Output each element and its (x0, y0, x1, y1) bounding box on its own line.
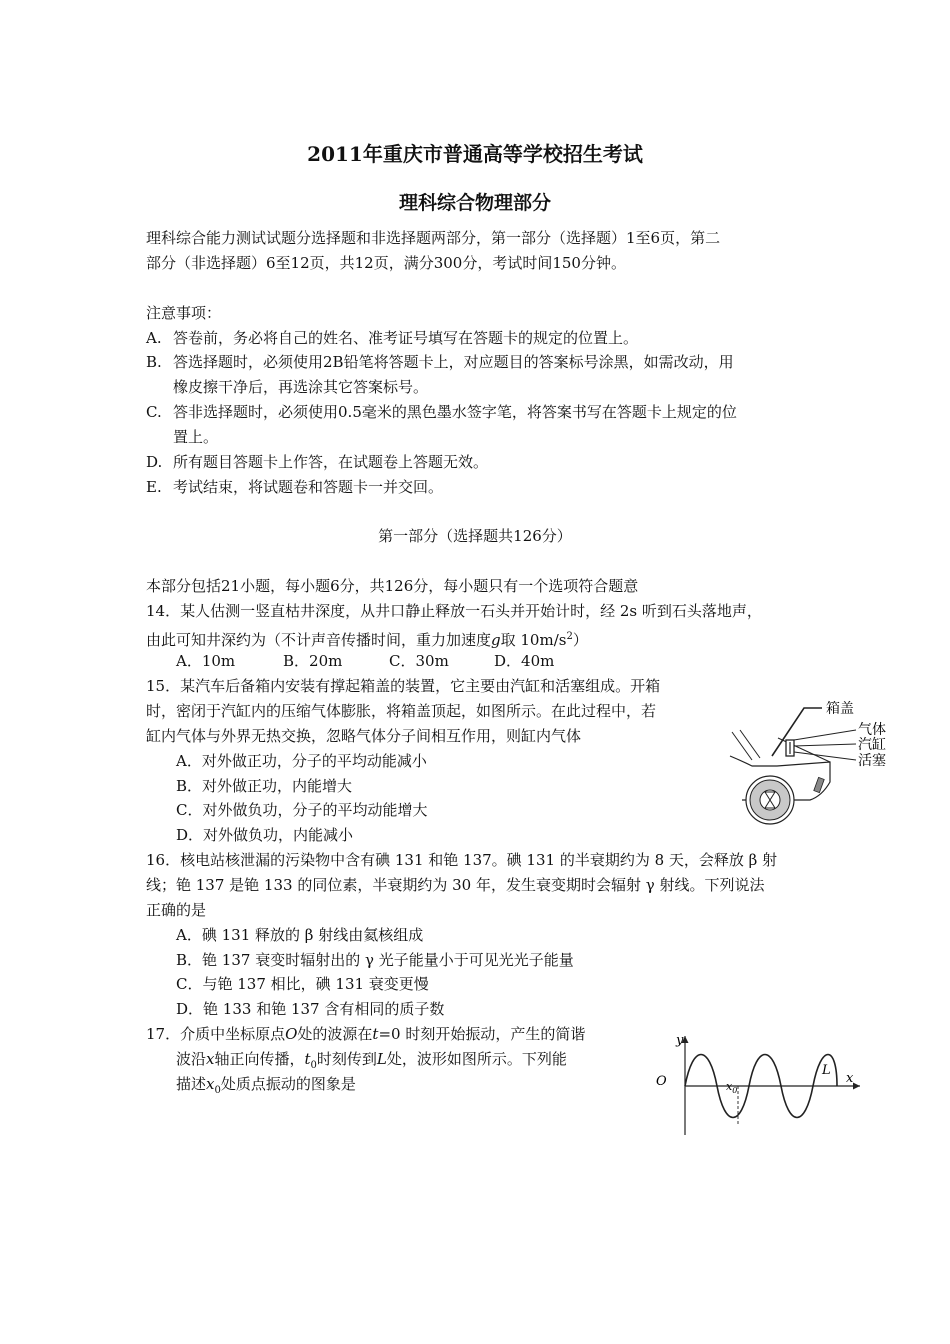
intro-line-2: 部分（非选择题）6至12页，共12页，满分300分，考试时间150分钟。 (146, 254, 626, 272)
q17-t-symbol: t (372, 1025, 379, 1043)
q17-origin-symbol: O (285, 1025, 298, 1043)
note-d-label: D. (146, 453, 163, 471)
q15-line-2: 时，密闭于汽缸内的压缩气体膨胀，将箱盖顶起，如图所示。在此过程中，若 (146, 702, 657, 720)
q17-t0-subscript: 0 (310, 1060, 317, 1071)
q16-option-c: C．与铯 137 相比，碘 131 衰变更慢 (176, 975, 429, 993)
q14-superscript: 2 (566, 631, 573, 642)
q17-t0-symbol: t (304, 1050, 311, 1068)
note-e-text: 考试结束，将试题卷和答题卡一并交回。 (173, 478, 444, 496)
q14-line-2-post: ） (572, 631, 588, 649)
note-b-text-1: 答选择题时，必须使用2B铅笔将答题卡上，对应题目的答案标号涂黑，如需改动，用 (173, 353, 734, 371)
piston-leader-line (794, 752, 856, 760)
q15-line-3: 缸内气体与外界无热交换，忽略气体分子间相互作用，则缸内气体 (146, 727, 582, 745)
q16-option-b: B．铯 137 衰变时辐射出的 γ 光子能量小于可见光光子能量 (176, 951, 574, 969)
intro-line-1: 理科综合能力测试试题分选择题和非选择题两部分，第一部分（选择题）1至6页，第二 (146, 229, 721, 247)
trunk-lid-line (772, 708, 822, 756)
q14-line-2-pre: 由此可知井深约为（不计声音传播时间，重力加速度 (146, 631, 492, 649)
q15-line-1: 15．某汽车后备箱内安装有撑起箱盖的装置，它主要由汽缸和活塞组成。开箱 (146, 677, 661, 695)
q17-line-3-post: 处质点振动的图象是 (220, 1075, 356, 1093)
q15-option-b: B．对外做正功，内能增大 (176, 777, 353, 795)
q14-option-b: B．20m (283, 652, 343, 670)
exam-subtitle: 理科综合物理部分 (398, 192, 551, 214)
q17-line-3 (176, 1072, 356, 1103)
note-a-label: A. (146, 329, 162, 347)
q14-option-c: C．30m (389, 652, 449, 670)
q17-x-symbol: x (206, 1050, 215, 1068)
q17-line-1 (146, 1022, 585, 1047)
label-L: L (822, 1063, 831, 1078)
q14-g-symbol: g (491, 631, 501, 649)
label-y: y (676, 1033, 684, 1048)
note-c-text-1: 答非选择题时，必须使用0.5毫米的黑色墨水签字笔，将答案书写在答题卡上规定的位 (173, 403, 737, 421)
q16-option-d: D．铯 133 和铯 137 含有相同的质子数 (176, 1000, 445, 1018)
part1-heading: 第一部分（选择题共126分） (378, 527, 572, 545)
q15-option-d: D．对外做负功，内能减小 (176, 826, 354, 844)
part1-description: 本部分包括21小题，每小题6分，共126分，每小题只有一个选项符合题意 (146, 577, 639, 595)
label-cylinder: 汽缸 (858, 737, 886, 753)
wave-figure (650, 1030, 870, 1140)
note-c-label: C. (146, 403, 162, 421)
label-piston: 活塞 (858, 753, 886, 769)
car-window-line-1 (732, 732, 752, 760)
note-b-text-2: 橡皮擦干净后，再选涂其它答案标号。 (173, 378, 429, 396)
tail-light (814, 777, 824, 792)
gas-leader-line (794, 730, 856, 740)
note-b-label: B. (146, 353, 162, 371)
note-a-text: 答卷前，务必将自己的姓名、准考证号填写在答题卡的规定的位置上。 (173, 329, 639, 347)
label-x0-sub: 0 (732, 1086, 738, 1095)
label-x0-main: x (726, 1080, 733, 1093)
q17-line-1-mid: 处的波源在 (297, 1025, 373, 1043)
notes-heading: 注意事项： (146, 304, 222, 322)
q17-line-1-post: =0 时刻开始振动，产生的简谐 (378, 1025, 586, 1043)
q14-line-1: 14．某人估测一竖直枯井深度，从井口静止释放一石头并开始计时，经 2s 听到石头落地声， (146, 602, 762, 620)
label-gas: 气体 (858, 722, 886, 738)
note-c-text-2: 置上。 (173, 428, 219, 446)
q14-option-a: A．10m (176, 652, 236, 670)
q15-option-a: A．对外做正功，分子的平均动能减小 (176, 752, 427, 770)
q17-x0-symbol: x (206, 1075, 215, 1093)
q14-line-2-mid: 取 10m/s (500, 631, 567, 649)
q15-option-c: C．对外做负功，分子的平均动能增大 (176, 801, 428, 819)
q17-line-2-mid-2: 时刻传到 (316, 1050, 377, 1068)
note-e-label: E. (146, 478, 162, 496)
car-window-line-2 (740, 730, 760, 758)
q17-x0-subscript: 0 (214, 1085, 221, 1096)
q16-line-3: 正确的是 (146, 901, 207, 919)
q17-line-2-post: 处，波形如图所示。下列能 (386, 1050, 567, 1068)
q17-line-3-pre: 描述 (176, 1075, 207, 1093)
q17-line-1-pre: 17．介质中坐标原点 (146, 1025, 286, 1043)
label-x: x (846, 1071, 854, 1086)
q17-line-2-mid-1: 轴正向传播， (214, 1050, 305, 1068)
q17-L-symbol: L (376, 1050, 387, 1068)
note-d-text: 所有题目答题卡上作答，在试题卷上答题无效。 (173, 453, 489, 471)
label-origin: O (656, 1074, 667, 1089)
q16-option-a: A．碘 131 释放的 β 射线由氦核组成 (176, 926, 424, 944)
q14-option-d: D．40m (494, 652, 555, 670)
q16-line-1: 16．核电站核泄漏的污染物中含有碘 131 和铯 137。碘 131 的半衰期约为 8 天，会释放 β 射 (146, 851, 778, 869)
q17-line-2-pre: 波沿 (176, 1050, 207, 1068)
q16-line-2: 线；铯 137 是铯 133 的同位素，半衰期约为 30 年，发生衰变期时会辐射 γ 射线。下列说法 (146, 876, 765, 894)
label-lid: 箱盖 (826, 701, 854, 717)
cylinder-leader-line (794, 744, 856, 746)
car-trunk-figure (722, 696, 902, 826)
exam-title: 2011年重庆市普通高等学校招生考试 (307, 142, 643, 166)
label-x0 (726, 1080, 737, 1095)
